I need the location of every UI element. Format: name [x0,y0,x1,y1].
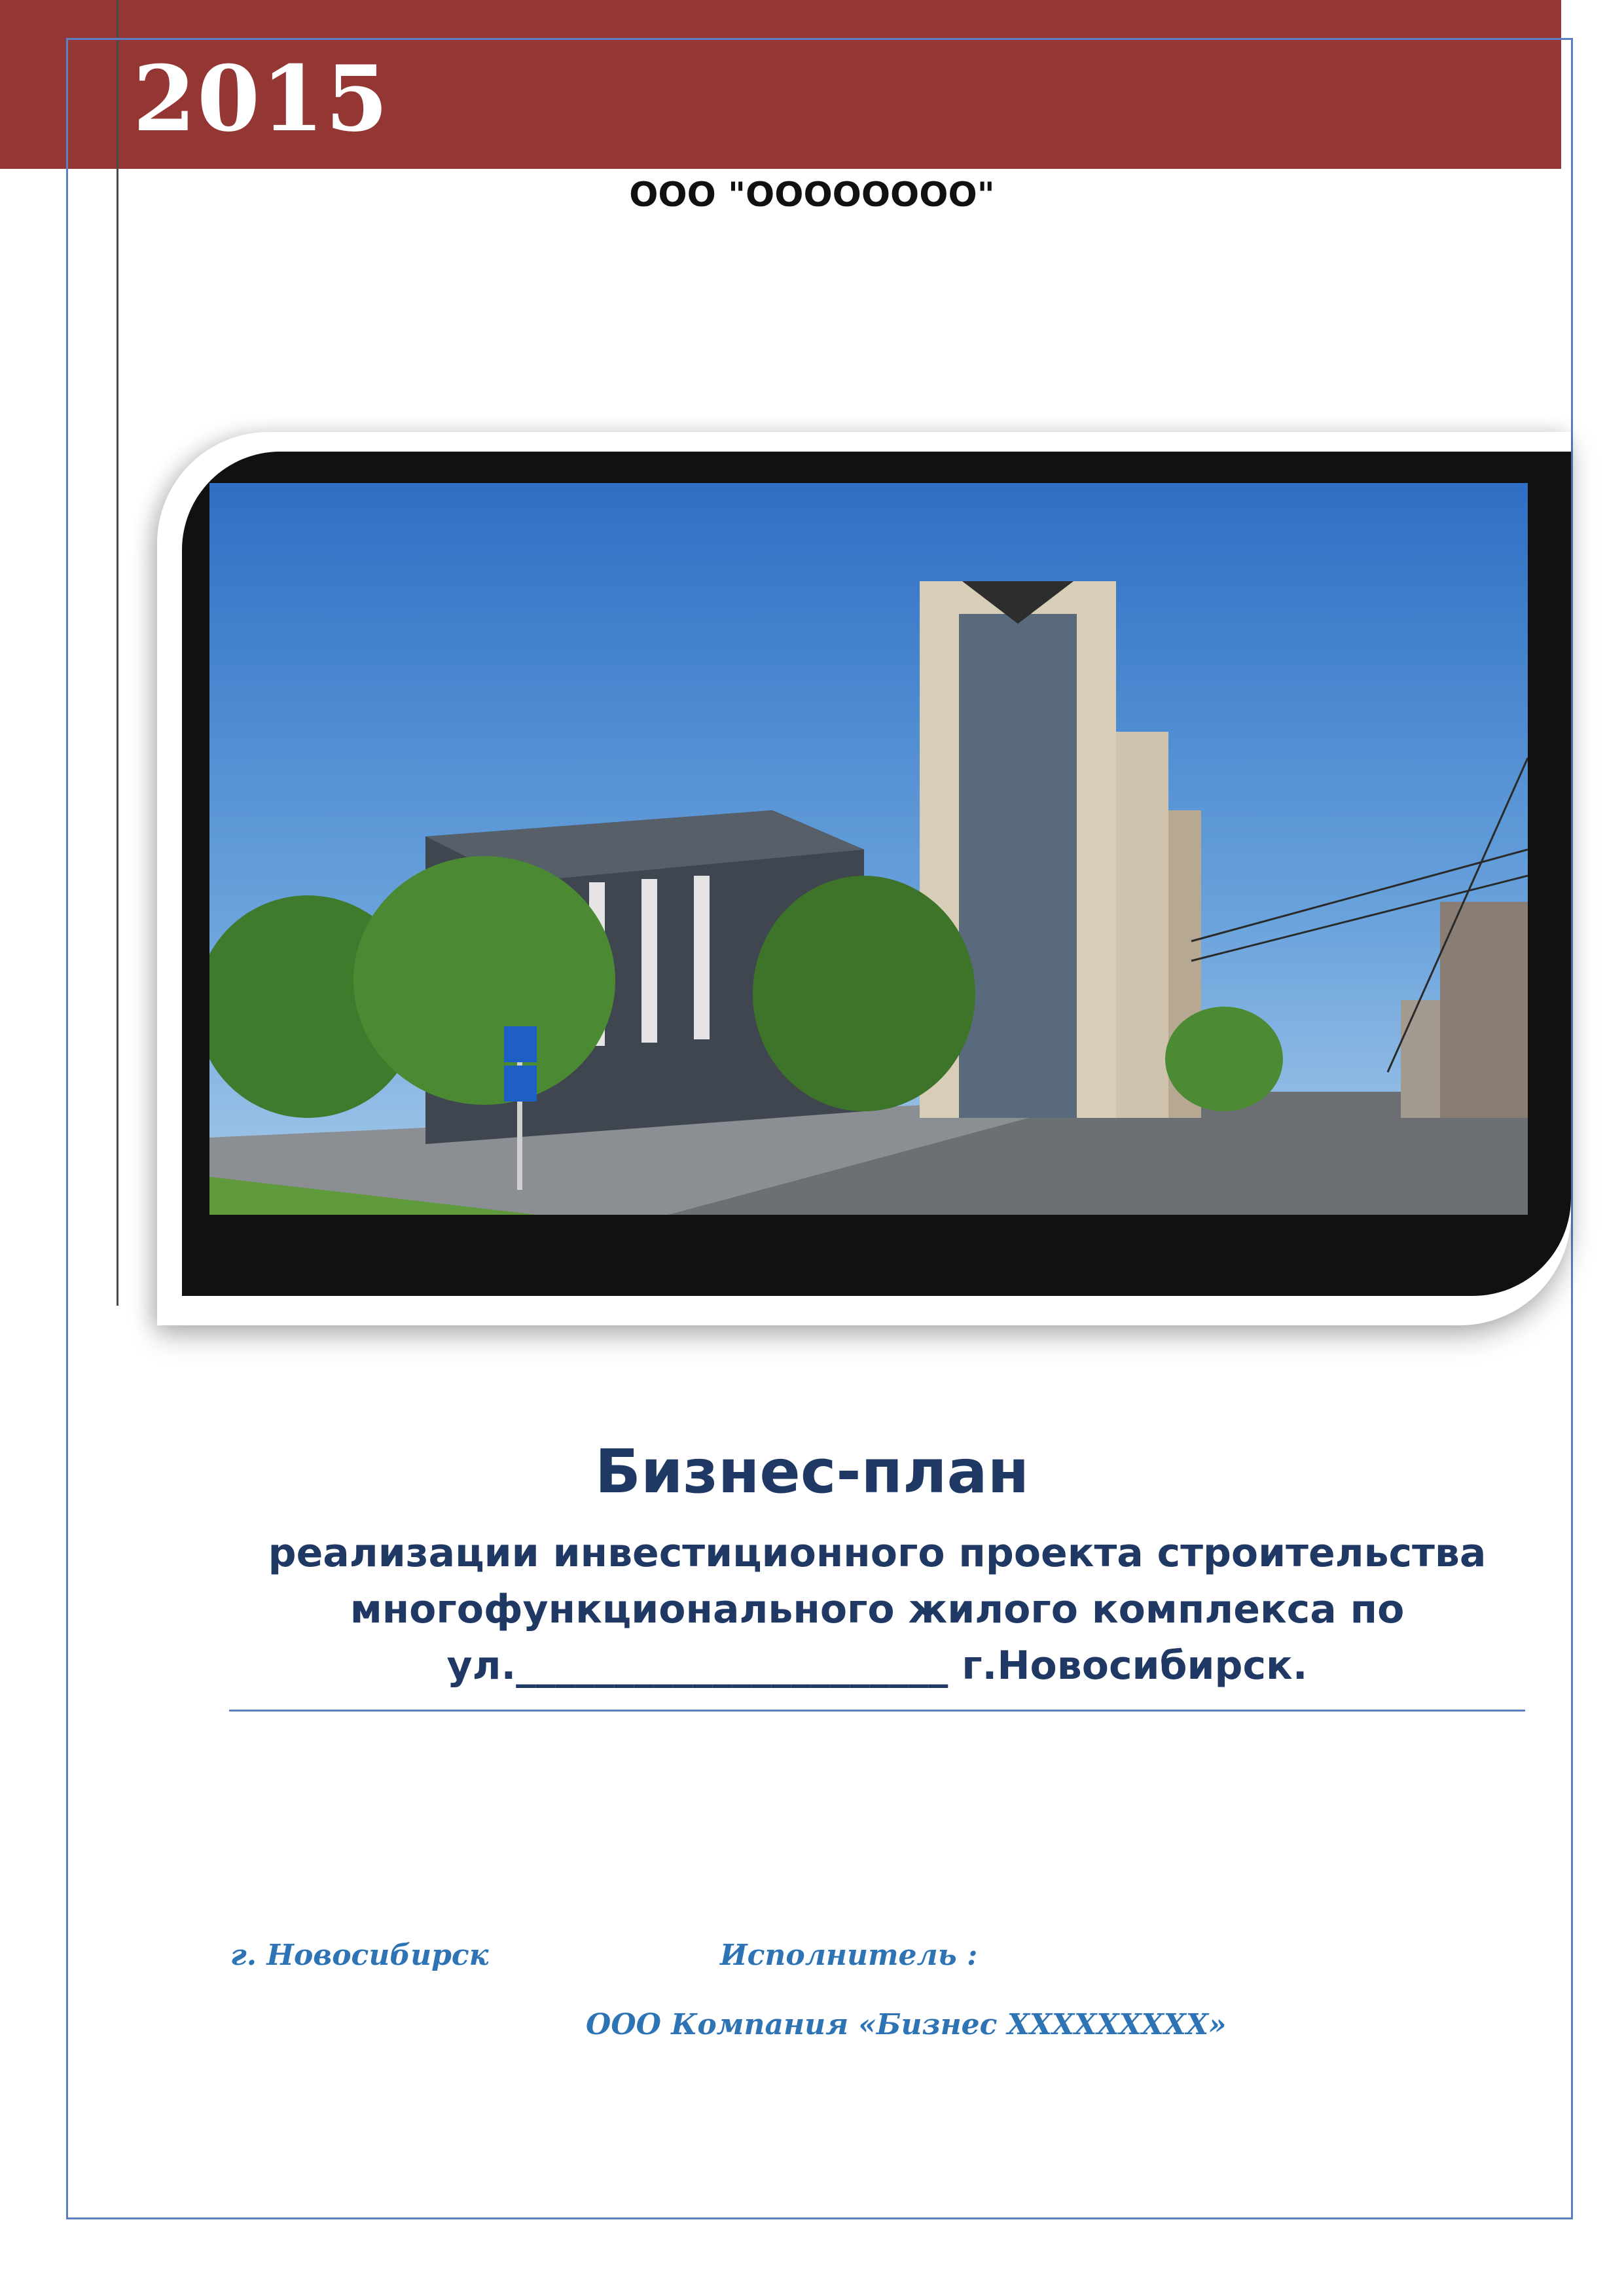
title-divider [229,1710,1525,1712]
page-frame-top [66,38,1573,40]
document-subtitle [236,1525,1519,1694]
cover-photo-frame [157,432,1571,1325]
executor-name: ООО Компания «Бизнес ХХХХХХХХХ» [586,2008,1227,2041]
page-frame-left [66,38,68,2217]
document-title: Бизнес-план [594,1437,1030,1507]
city-street-photo-icon [209,483,1528,1215]
city-label: г. Новосибирск [230,1939,489,1972]
subtitle-line-3: ул.______________________ г.Новосибирск. [446,1643,1308,1689]
executor-label: Исполнитель : [720,1939,978,1972]
subtitle-line-2: многофункционального жилого комплекса по [350,1587,1405,1632]
city-street-illustration [209,483,1528,1215]
subtitle-line-1: реализации инвестиционного проекта строительства [268,1530,1487,1576]
year-label: 2015 [133,45,390,152]
company-name: ООО "ОООООООО" [629,175,995,215]
page-frame-right [1571,38,1573,2217]
page-frame-bottom [66,2217,1573,2219]
cover-photo-border [182,452,1571,1296]
